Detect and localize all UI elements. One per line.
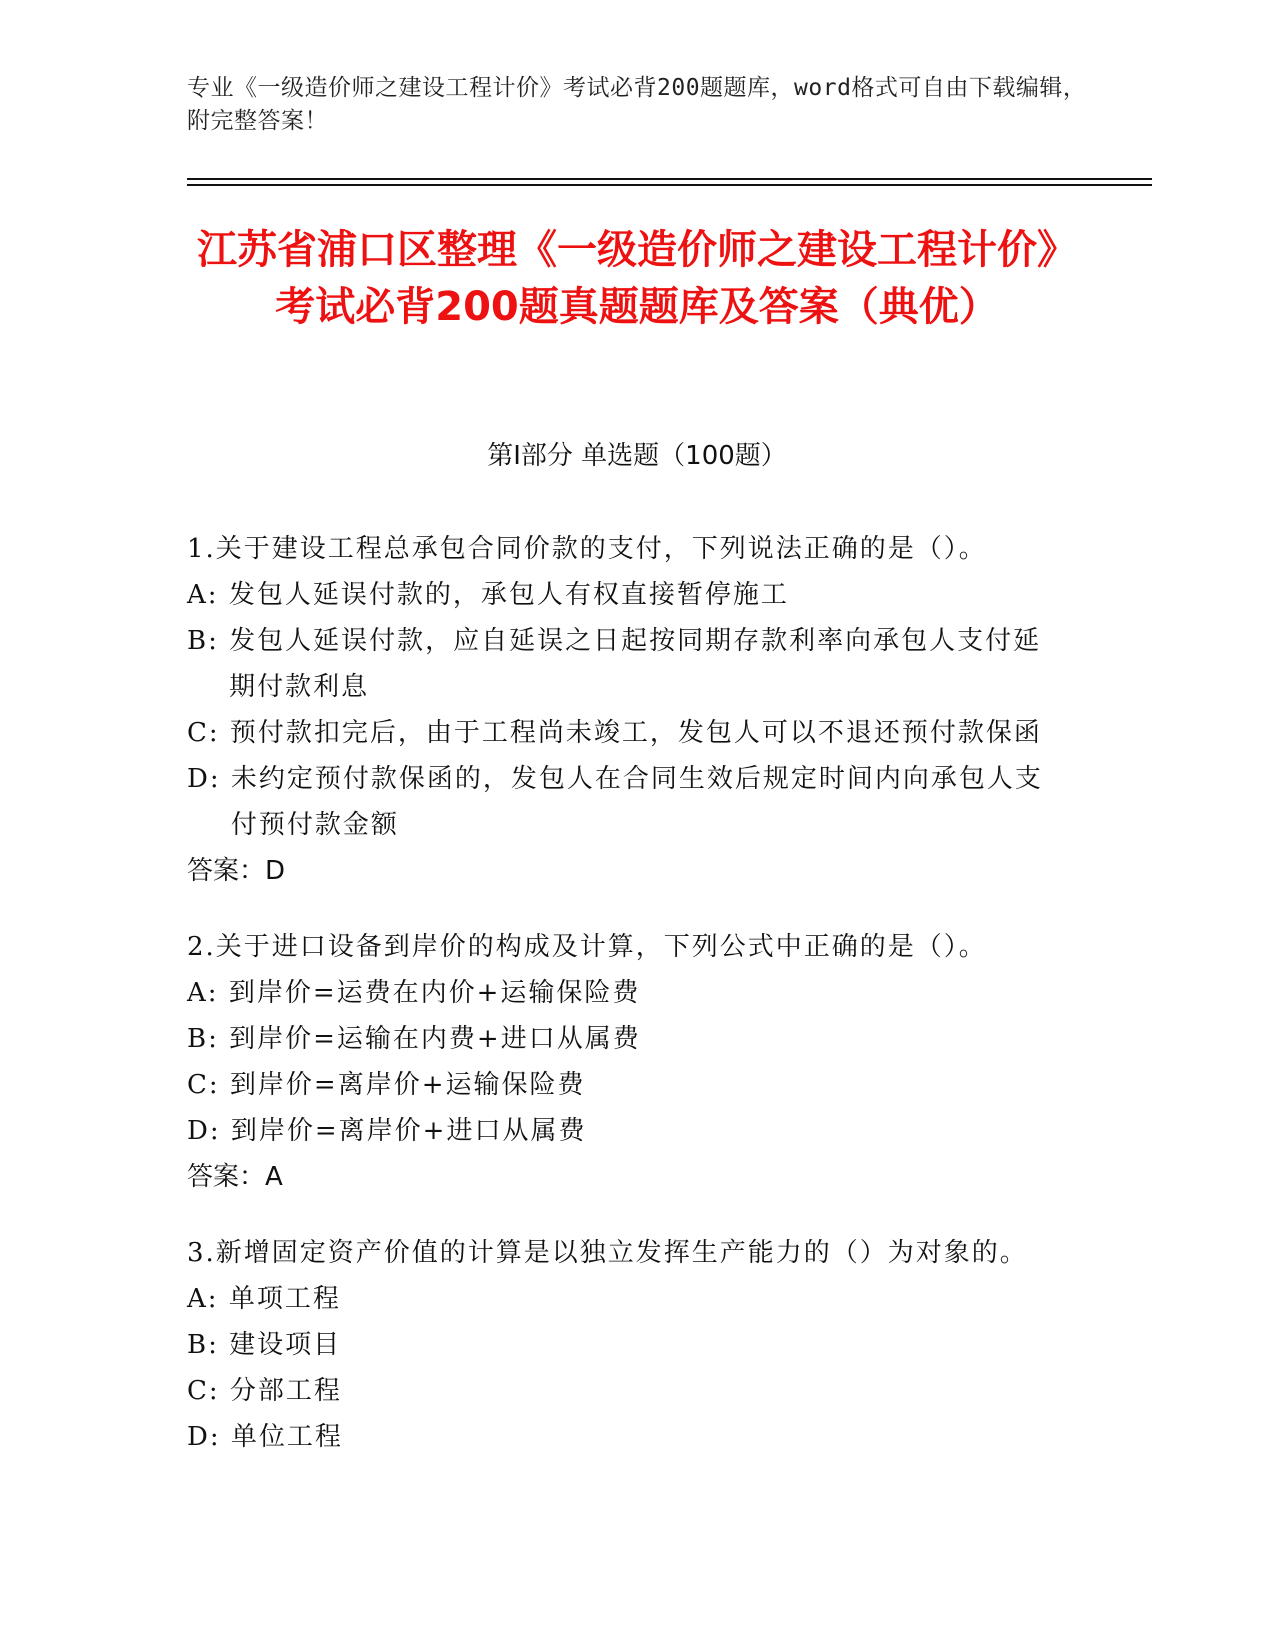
option-d [187, 756, 1067, 848]
option-a [187, 970, 1067, 1016]
option-letter: B: [187, 626, 219, 656]
option-letter: C: [187, 1070, 220, 1100]
option-letter: D: [187, 764, 221, 794]
option-c [187, 1368, 1067, 1414]
header-rule-bottom [187, 184, 1152, 186]
section-title: 第Ⅰ部分 单选题（100题） [487, 441, 787, 471]
option-text: 到岸价=运费在内价+运输保险费 [228, 978, 641, 1008]
question-stem: 2.关于进口设备到岸价的构成及计算，下列公式中正确的是（）。 [187, 932, 987, 962]
header-note: 专业《一级造价师之建设工程计价》考试必背200题题库，word格式可自由下载编辑，附完整答案！ [187, 75, 1087, 134]
question-list [187, 526, 1067, 1490]
question-1 [187, 526, 1067, 894]
header-rule-top [187, 178, 1152, 180]
question-3 [187, 1230, 1067, 1460]
answer-text: 答案：D [187, 856, 286, 886]
option-letter: D: [187, 1422, 221, 1452]
option-text: 到岸价=离岸价+进口从属费 [230, 1116, 587, 1146]
option-text: 到岸价=运输在内费+进口从属费 [229, 1024, 641, 1054]
option-text: 到岸价=离岸价+运输保险费 [229, 1070, 586, 1100]
option-letter: A: [187, 580, 219, 610]
option-b [187, 1322, 1067, 1368]
document-title: 江苏省浦口区整理《一级造价师之建设工程计价》考试必背200题真题题库及答案（典优） [197, 227, 1077, 330]
option-text: 发包人延误付款的，承包人有权直接暂停施工 [228, 580, 789, 610]
option-text: 单项工程 [228, 1284, 341, 1314]
option-text: 分部工程 [229, 1376, 342, 1406]
option-b [187, 618, 1067, 710]
option-c [187, 1062, 1067, 1108]
option-letter: D: [187, 1116, 221, 1146]
option-letter: C: [187, 718, 220, 748]
option-letter: B: [187, 1330, 219, 1360]
option-letter: A: [187, 1284, 219, 1314]
question-stem: 3.新增固定资产价值的计算是以独立发挥生产能力的（）为对象的。 [187, 1238, 1028, 1268]
option-letter: A: [187, 978, 219, 1008]
option-text: 建设项目 [229, 1330, 342, 1360]
option-a [187, 572, 1067, 618]
question-2 [187, 924, 1067, 1200]
option-b [187, 1016, 1067, 1062]
option-c [187, 710, 1067, 756]
answer-text: 答案：A [187, 1162, 283, 1192]
option-letter: C: [187, 1376, 220, 1406]
option-text: 预付款扣完后，由于工程尚未竣工，发包人可以不退还预付款保函 [229, 718, 1042, 748]
question-stem: 1.关于建设工程总承包合同价款的支付，下列说法正确的是（）。 [187, 534, 987, 564]
option-d [187, 1414, 1067, 1460]
option-text: 未约定预付款保函的，发包人在合同生效后规定时间内向承包人支付预付款金额 [230, 764, 1043, 840]
option-text: 发包人延误付款，应自延误之日起按同期存款利率向承包人支付延期付款利息 [229, 626, 1042, 702]
option-a [187, 1276, 1067, 1322]
option-d [187, 1108, 1067, 1154]
option-letter: B: [187, 1024, 219, 1054]
option-text: 单位工程 [230, 1422, 343, 1452]
